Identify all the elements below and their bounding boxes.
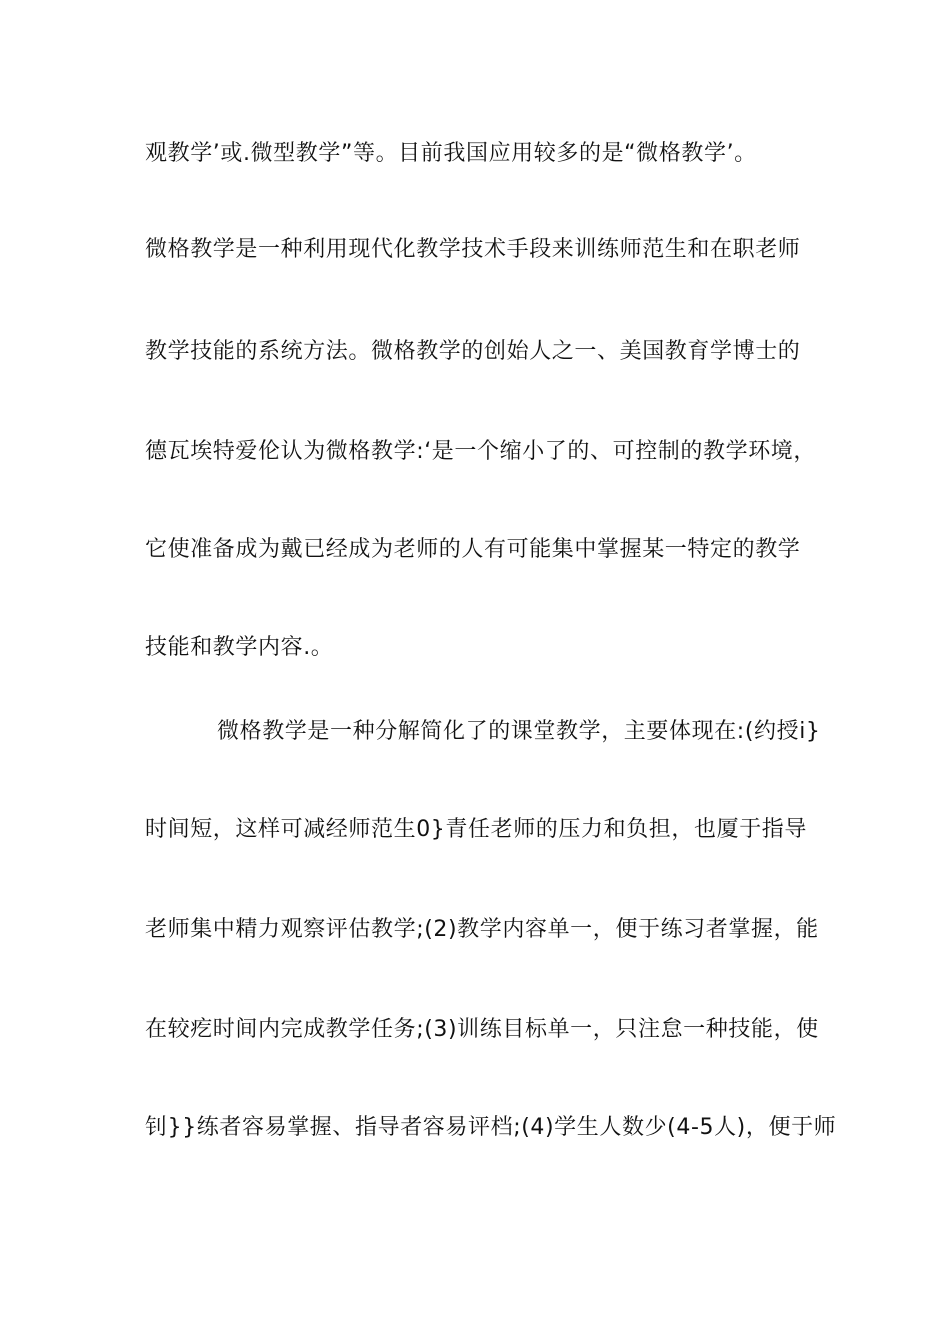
paragraph-line: 微格教学是一种利用现代化教学技术手段来训练师范生和在职老师	[145, 237, 801, 262]
paragraph-line: 技能和教学内容.。	[145, 635, 334, 660]
paragraph-line: 德瓦埃特爱伦认为微格教学:‘是一个缩小了的、可控制的教学环境，	[145, 439, 817, 464]
paragraph-line: 在较疙时间内完成教学任务;(3)训练目标单一，只注怠一种技能，使	[145, 1017, 819, 1042]
paragraph-line: 钊}}练者容易掌握、指导者容易评档;(4)学生人数少(4-5人)，便于师	[145, 1115, 837, 1140]
paragraph-line: 老师集中精力观察评估教学;(2)教学内容单一，便于练习者掌握，能	[145, 917, 819, 942]
paragraph-line: 它使准备成为戴已经成为老师的人有可能集中掌握某一特定的教学	[145, 537, 801, 562]
paragraph-line: 教学技能的系统方法。微格教学的创始人之一、美国教育学博士的	[145, 339, 801, 364]
paragraph-line: 观教学’或.微型教学”等。目前我国应用较多的是“微格教学’。	[145, 141, 757, 166]
paragraph-line-indented: 微格教学是一种分解简化了的课堂教学，主要体现在:(约授i}	[217, 719, 821, 744]
paragraph-line: 时间短，这样可减经师范生0}青任老师的压力和负担，也厦于指导	[145, 817, 807, 842]
